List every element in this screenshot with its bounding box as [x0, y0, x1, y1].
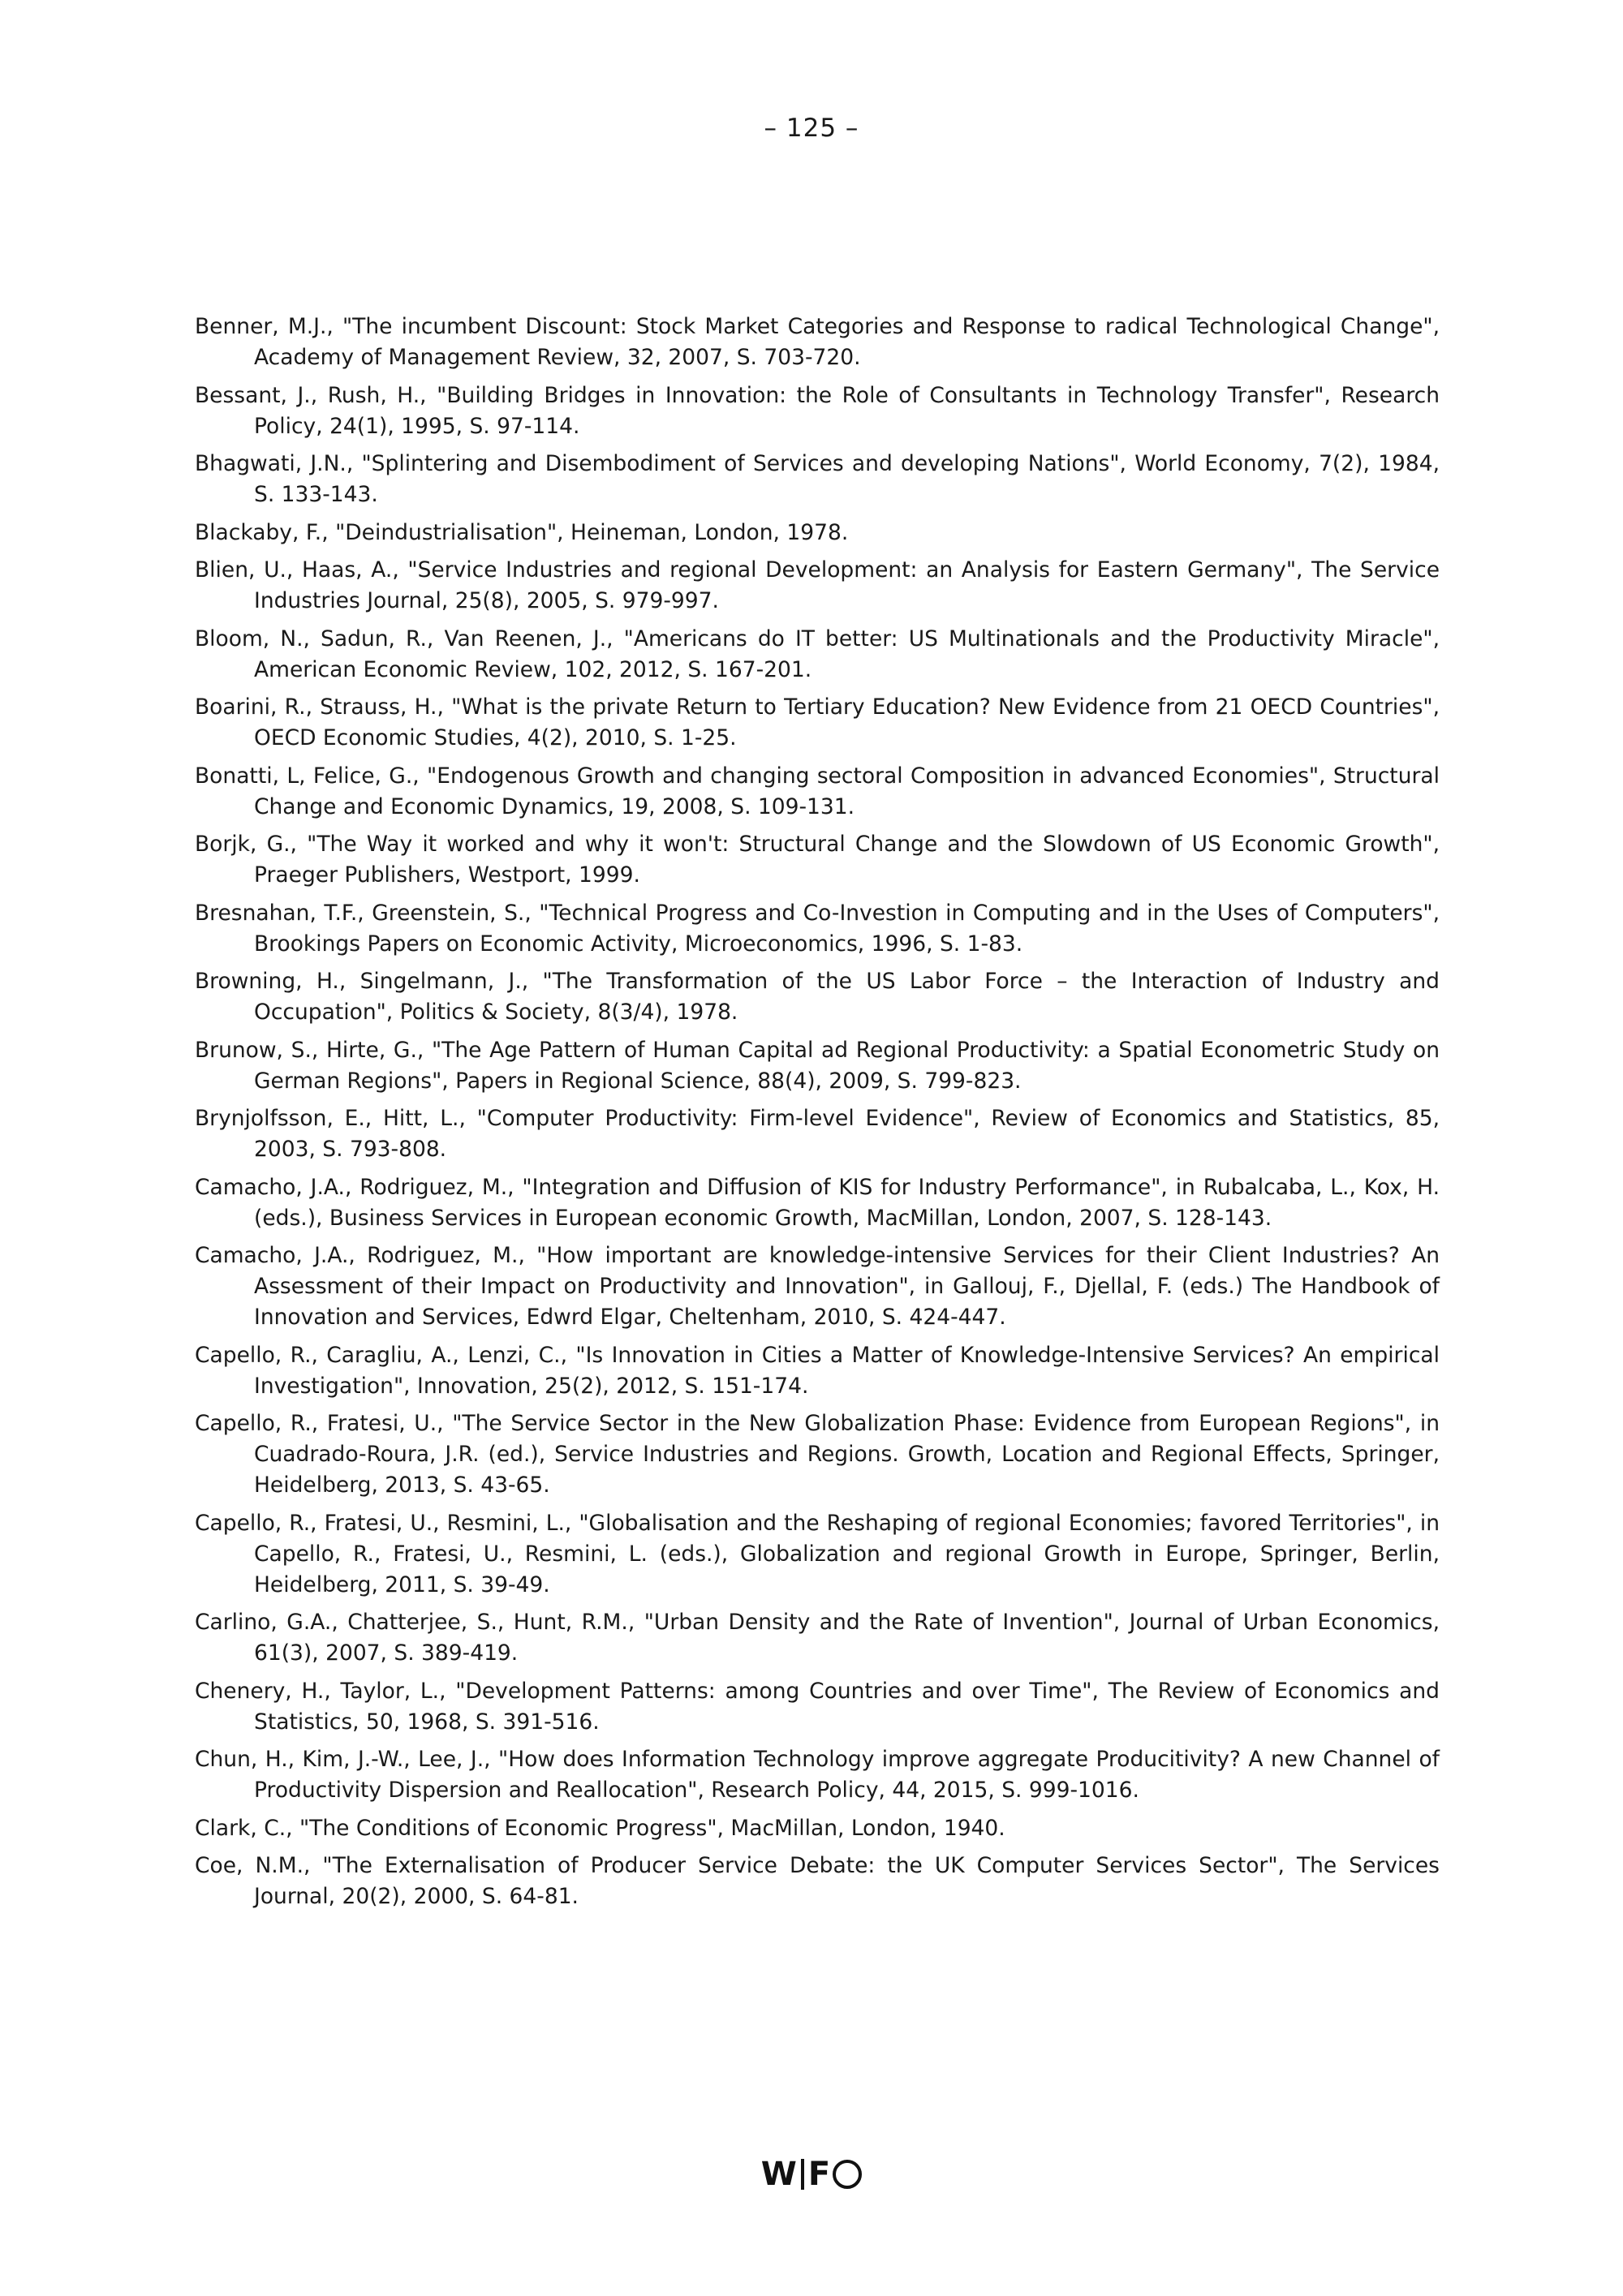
logo-bar	[801, 2159, 804, 2190]
reference-entry: Bessant, J., Rush, H., "Building Bridges in Innovation: the Role of Consultants in Technology Transfer", Research Policy, 24(1), 1995, S. 97-114.	[195, 382, 1440, 439]
reference-entry: Coe, N.M., "The Externalisation of Producer Service Debate: the UK Computer Services Sector", The Services Journal, 20(2), 2000, S. 64-81.	[195, 1853, 1440, 1909]
reference-entry: Chun, H., Kim, J.-W., Lee, J., "How does Information Technology improve aggregate Producitivity? A new Channel of Productivity Dispersion and Reallocation", Research Policy, 44, 2015, S. 999-1016.	[195, 1747, 1440, 1803]
wifo-logo-mark	[761, 2158, 862, 2191]
reference-entry: Capello, R., Fratesi, U., "The Service Sector in the New Globalization Phase: Evidence from European Regions", in Cuadrado-Roura, J.R. (ed.), Service Industries and Regions. Growth, Location and Regional Effects, Springer, Heidelberg, 2013, S. 43-65.	[195, 1411, 1440, 1498]
reference-entry: Capello, R., Fratesi, U., Resmini, L., "Globalisation and the Reshaping of regional Economies; favored Territories", in Capello, R., Fratesi, U., Resmini, L. (eds.), Globalization and regional Growth in Europe, Springer, Berlin, Heidelberg, 2011, S. 39-49.	[195, 1510, 1440, 1597]
reference-entry: Chenery, H., Taylor, L., "Development Patterns: among Countries and over Time", The Review of Economics and Statistics, 50, 1968, S. 391-516.	[195, 1678, 1440, 1735]
reference-entry: Brynjolfsson, E., Hitt, L., "Computer Productivity: Firm-level Evidence", Review of Economics and Statistics, 85, 2003, S. 793-808.	[195, 1106, 1440, 1162]
reference-entry: Bloom, N., Sadun, R., Van Reenen, J., "Americans do IT better: US Multinationals and the Productivity Miracle", American Economic Review, 102, 2012, S. 167-201.	[195, 626, 1440, 682]
reference-entry: Bonatti, L, Felice, G., "Endogenous Growth and changing sectoral Composition in advanced Economies", Structural Change and Economic Dynamics, 19, 2008, S. 109-131.	[195, 763, 1440, 819]
reference-entry: Capello, R., Caragliu, A., Lenzi, C., "Is Innovation in Cities a Matter of Knowledge-Intensive Services? An empirical Investigation", Innovation, 25(2), 2012, S. 151-174.	[195, 1342, 1440, 1399]
reference-entry: Blien, U., Haas, A., "Service Industries and regional Development: an Analysis for Eastern Germany", The Service Industries Journal, 25(8), 2005, S. 979-997.	[195, 557, 1440, 613]
logo-letter-f: F	[807, 2156, 831, 2193]
reference-entry: Bhagwati, J.N., "Splintering and Disembodiment of Services and developing Nations", World Economy, 7(2), 1984, S. 133-143.	[195, 451, 1440, 507]
reference-entry: Blackaby, F., "Deindustrialisation", Heineman, London, 1978.	[195, 519, 849, 545]
reference-entry: Boarini, R., Strauss, H., "What is the private Return to Tertiary Education? New Evidence from 21 OECD Countries", OECD Economic Studies, 4(2), 2010, S. 1-25.	[195, 694, 1440, 750]
reference-entry: Carlino, G.A., Chatterjee, S., Hunt, R.M., "Urban Density and the Rate of Invention", Journal of Urban Economics, 61(3), 2007, S. 389-419.	[195, 1610, 1440, 1666]
reference-list	[195, 312, 1440, 1920]
reference-entry: Bresnahan, T.F., Greenstein, S., "Technical Progress and Co-Investion in Computing and in the Uses of Computers", Brookings Papers on Economic Activity, Microeconomics, 1996, S. 1-83.	[195, 900, 1440, 957]
logo-letter-w: W	[760, 2156, 797, 2193]
reference-entry: Camacho, J.A., Rodriguez, M., "Integration and Diffusion of KIS for Industry Performance", in Rubalcaba, L., Kox, H. (eds.), Business Services in European economic Growth, MacMillan, London, 2007, S. 128-143.	[195, 1174, 1440, 1231]
reference-entry: Brunow, S., Hirte, G., "The Age Pattern of Human Capital ad Regional Productivity: a Spatial Econometric Study on German Regions", Papers in Regional Science, 88(4), 2009, S. 799-823.	[195, 1037, 1440, 1094]
logo-ring	[833, 2160, 862, 2189]
reference-entry: Camacho, J.A., Rodriguez, M., "How important are knowledge-intensive Services for their Client Industries? An Assessment of their Impact on Productivity and Innovation", in Gallouj, F., Djellal, F. (eds.) The Handbook of Innovation and Services, Edwrd Elgar, Cheltenham, 2010, S. 424-447.	[195, 1243, 1440, 1330]
reference-entry: Borjk, G., "The Way it worked and why it won't: Structural Change and the Slowdown of US Economic Growth", Praeger Publishers, Westport, 1999.	[195, 832, 1440, 888]
reference-entry: Benner, M.J., "The incumbent Discount: Stock Market Categories and Response to radical Technological Change", Academy of Management Review, 32, 2007, S. 703-720.	[195, 314, 1440, 370]
wifo-logo	[0, 2158, 1623, 2191]
page-number: – 125 –	[764, 114, 859, 143]
reference-entry: Clark, C., "The Conditions of Economic Progress", MacMillan, London, 1940.	[195, 1815, 1005, 1841]
reference-entry: Browning, H., Singelmann, J., "The Transformation of the US Labor Force – the Interaction of Industry and Occupation", Politics & Society, 8(3/4), 1978.	[195, 969, 1440, 1025]
